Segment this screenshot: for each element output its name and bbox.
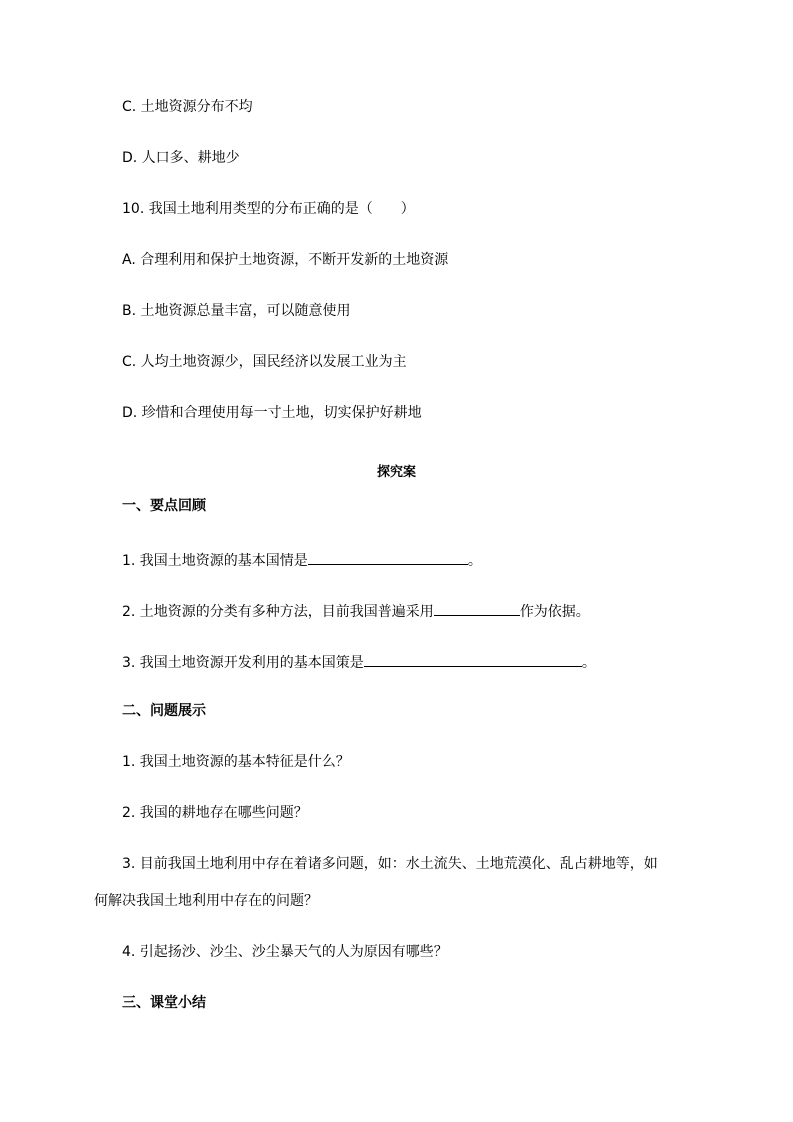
part1-item-1-end: 。: [467, 553, 482, 569]
part1-item-2-end: 作为依据。: [519, 604, 590, 620]
part2-question-3: 3. 目前我国土地利用中存在着诸多问题，如：水土流失、土地荒漠化、乱占耕地等，如: [122, 856, 658, 872]
part1-item-2-text: 2. 土地资源的分类有多种方法，目前我国普遍采用: [122, 604, 434, 620]
part1-item-3-text: 3. 我国土地资源开发利用的基本国策是: [122, 655, 364, 671]
fill-blank-1[interactable]: [308, 548, 468, 565]
part1-item-1-text: 1. 我国土地资源的基本国情是: [122, 553, 308, 569]
q10-option-a: A. 合理利用和保护土地资源，不断开发新的土地资源: [122, 252, 449, 268]
q9-option-c: C. 土地资源分布不均: [122, 99, 253, 115]
q10-option-b: B. 土地资源总量丰富，可以随意使用: [122, 303, 351, 319]
part1-item-2: [122, 599, 590, 622]
q9-option-d: D. 人口多、耕地少: [122, 150, 240, 166]
part2-question-4: 4. 引起扬沙、沙尘、沙尘暴天气的人为原因有哪些？: [122, 944, 448, 960]
q10-option-d: D. 珍惜和合理使用每一寸土地，切实保护好耕地: [122, 405, 422, 421]
part2-question-2: 2. 我国的耕地存在哪些问题？: [122, 805, 308, 821]
part3-heading: 三、课堂小结: [122, 995, 206, 1011]
fill-blank-2[interactable]: [434, 599, 520, 616]
q10-option-c: C. 人均土地资源少，国民经济以发展工业为主: [122, 354, 407, 370]
part2-question-3-continued: 何解决我国土地利用中存在的问题？: [94, 893, 318, 909]
q10-stem: 10. 我国土地利用类型的分布正确的是（ ）: [122, 201, 415, 217]
fill-blank-3[interactable]: [364, 650, 582, 667]
section-title: 探究案: [376, 465, 416, 480]
part2-heading: 二、问题展示: [122, 703, 206, 719]
part1-heading: 一、要点回顾: [122, 498, 206, 514]
part1-item-3: [122, 650, 596, 673]
part2-question-1: 1. 我国土地资源的基本特征是什么？: [122, 754, 350, 770]
part1-item-1: [122, 548, 482, 571]
part1-item-3-end: 。: [581, 655, 596, 671]
